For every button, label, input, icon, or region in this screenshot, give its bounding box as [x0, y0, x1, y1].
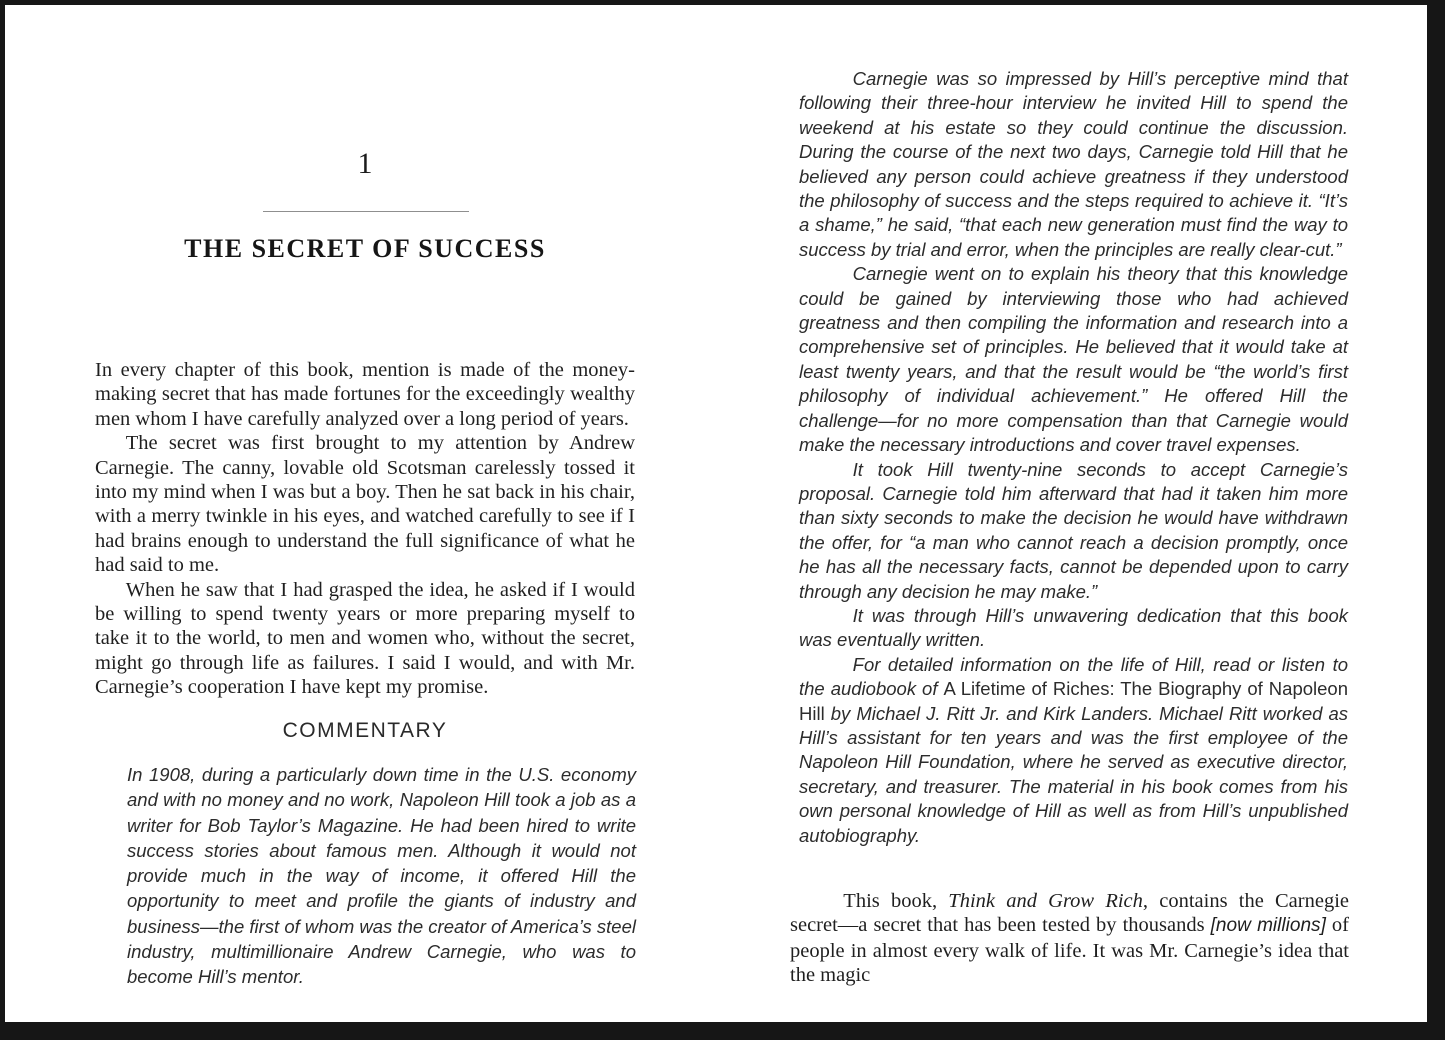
text-segment: Think and Grow Rich	[948, 890, 1143, 912]
paragraph	[95, 358, 635, 431]
paragraph	[799, 67, 1348, 262]
text-segment: Carnegie was so impressed by Hill’s perceptive mind that following their three-hour interview he invited Hill to spend the weekend at his estate so they could continue the discussion. During the course of the next two days, Carnegie told Hill that he believed any person could achieve greatness if they understood the philosophy of success and the steps required to achieve it. “It’s a shame,” he said, “that each new generation must find the way to success by trial and error, when the principles are really clear-cut.”	[799, 68, 1348, 260]
text-segment: In 1908, during a particularly down time in the U.S. economy and with no money and no work, Napoleon Hill took a job as a writer for Bob Taylor’s Magazine. He had been hired to write success stories about famous men. Although it would not provide much in the way of income, it offered Hill the opportunity to meet and profile the giants of industry and business—the first of whom was the creator of America’s steel industry, multimillionaire Andrew Carnegie, who was to become Hill’s mentor.	[127, 764, 636, 988]
text-segment: of people in almost every walk of life. It was Mr. Carnegie’s idea that the magic	[790, 914, 1349, 987]
paragraph	[799, 262, 1348, 457]
text-segment: For detailed information on the life of Hill, read or listen to the audiobook of	[799, 653, 1348, 700]
text-segment: When he saw that I had grasped the idea, he asked if I would be willing to spend twenty years or more preparing myself to take it to the world, to men and women who, without the secret, might go through life as failures. I said I would, and with Mr. Carnegie’s cooperation I have kept my promise.	[95, 578, 635, 699]
paragraph	[127, 762, 636, 990]
left-page-commentary-text	[127, 762, 636, 990]
text-segment: It was through Hill’s unwavering dedication that this book was eventually written.	[799, 604, 1348, 651]
right-page-commentary-text	[799, 67, 1348, 848]
paragraph	[799, 604, 1348, 653]
text-segment: , contains the Carnegie secret—a secret that has been tested by thousands	[790, 890, 1349, 937]
text-segment: In every chapter of this book, mention is made of the money-making secret that has made fortunes for the exceedingly wealthy men whom I have carefully analyzed over a long period of years.	[95, 359, 635, 430]
paragraph	[790, 889, 1349, 988]
text-segment: [now millions]	[1210, 915, 1326, 937]
left-page-body-text	[95, 358, 635, 700]
paragraph	[799, 653, 1348, 848]
paragraph	[799, 458, 1348, 604]
right-page-body-text	[790, 889, 1349, 988]
paragraph	[95, 578, 635, 700]
text-segment: A Lifetime of Riches: The Biography of Napoleon Hill	[799, 678, 1349, 724]
text-segment: The secret was first brought to my attention by Andrew Carnegie. The canny, lovable old Scotsman carelessly tossed it into my mind when I was but a boy. Then he sat back in his chair, with a merry twinkle in his eyes, and watched carefully to see if I had brains enough to understand the full significance of what he had said to me.	[95, 432, 635, 577]
chapter-divider	[263, 211, 469, 212]
chapter-number: 1	[357, 147, 373, 180]
text-segment: Carnegie went on to explain his theory that this knowledge could be gained by interviewing those who had achieved greatness and then compiling the information and research into a comprehensive set of principles. He believed that it would take at least twenty years, and that the result would be “the world’s first philosophy of individual achievement.” He offered Hill the challenge—for no more compensation than that Carnegie would make the necessary introductions and cover travel expenses.	[799, 263, 1348, 456]
text-segment: It took Hill twenty-nine seconds to accept Carnegie’s proposal. Carnegie told him afterward that had it taken him more than sixty seconds to make the decision he would have withdrawn the offer, for “a man who cannot reach a decision promptly, once he has all the necessary facts, cannot be depended upon to carry through any decision he may make.”	[799, 458, 1348, 602]
chapter-title: THE SECRET OF SUCCESS	[184, 234, 546, 263]
book-spread-pages	[5, 5, 1427, 1022]
commentary-heading: COMMENTARY	[282, 719, 448, 742]
text-segment: by Michael J. Ritt Jr. and Kirk Landers. Michael Ritt worked as Hill’s assistant for ten years and was the first employee of the Napoleon Hill Foundation, where he served as executive director, secretary, and treasurer. The material in his book comes from his own personal knowledge of Hill as well as from Hill’s unpublished autobiography.	[799, 702, 1348, 846]
text-segment: This book,	[843, 890, 949, 912]
paragraph	[95, 431, 635, 577]
